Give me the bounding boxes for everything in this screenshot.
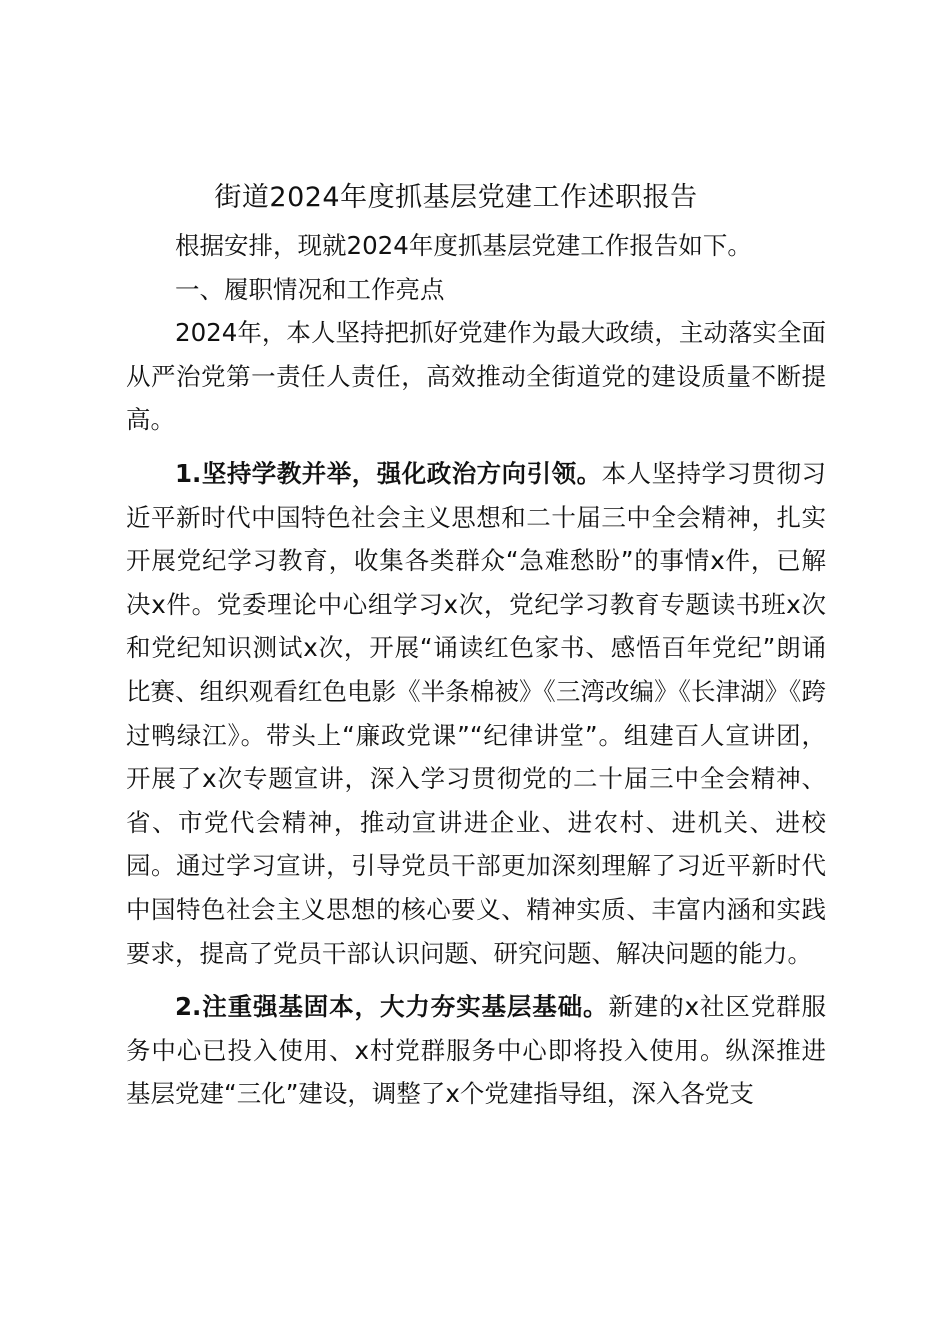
item-paragraph: [126, 452, 826, 975]
item-paragraph: [126, 985, 826, 1116]
item-lead: 1.坚持学教并举，强化政治方向引领。: [175, 458, 602, 488]
item-lead: 2.注重强基固本，大力夯实基层基础。: [175, 992, 609, 1022]
overview-paragraph: 2024年，本人坚持把抓好党建作为最大政绩，主动落实全面从严治党第一责任人责任，高效推动全街道党的建设质量不断提高。: [126, 318, 826, 435]
item-text: 新建的x社区党群服务中心已投入使用、x村党群服务中心即将投入使用。纵深推进基层党建“三化”建设，调整了x个党建指导组，深入各党支: [126, 992, 827, 1109]
document-body: [126, 224, 826, 1116]
document-title: 街道2024年度抓基层党建工作述职报告: [214, 182, 698, 213]
item-text: 本人坚持学习贯彻习近平新时代中国特色社会主义思想和二十届三中全会精神，扎实开展党纪学习教育，收集各类群众“急难愁盼”的事情x件，已解决x件。党委理论中心组学习x次，党纪学习教育专题读书班x次和党纪知识测试x次，开展“诵读红色家书、感悟百年党纪”朗诵比赛、组织观看红色电影《半条棉被》《三湾改编》《长津湖》《跨过鸭绿江》。带头上“廉政党课”“纪律讲堂”。组建百人宣讲团，开展了x次专题宣讲，深入学习贯彻党的二十届三中全会精神、省、市党代会精神，推动宣讲进企业、进农村、进机关、进校园。通过学习宣讲，引导党员干部更加深刻理解了习近平新时代中国特色社会主义思想的核心要义、精神实质、丰富内涵和实践要求，提高了党员干部认识问题、研究问题、解决问题的能力。: [126, 458, 826, 968]
intro-paragraph: 根据安排，现就2024年度抓基层党建工作报告如下。: [175, 231, 752, 260]
section-heading: 一、履职情况和工作亮点: [175, 274, 445, 304]
